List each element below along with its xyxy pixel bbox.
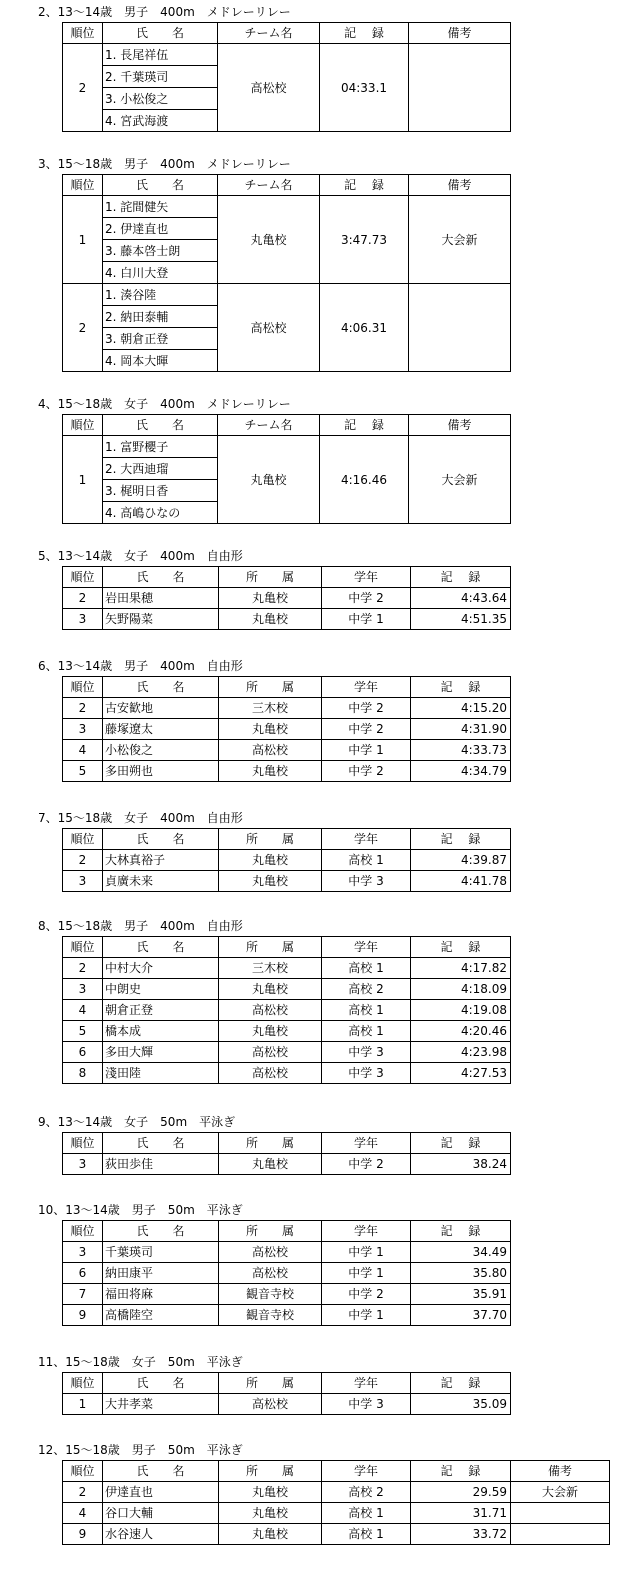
rank-cell: 3 <box>63 871 103 892</box>
affiliation-cell: 高松校 <box>219 1394 322 1415</box>
record-time: 4:51.35 <box>411 609 511 630</box>
section-title: 10、13～14歳 男子 50m 平泳ぎ <box>38 1203 243 1217</box>
grade-cell: 高校 1 <box>322 1503 411 1524</box>
swimmer-name: 大井孝菜 <box>103 1394 219 1415</box>
swimmer-name: 矢野陽菜 <box>103 609 219 630</box>
note-cell: 大会新 <box>409 196 511 284</box>
column-header: 氏 名 <box>103 1133 219 1154</box>
swimmer-name: 伊達直也 <box>103 1482 219 1503</box>
section-title: 5、13～14歳 女子 400m 自由形 <box>38 549 243 563</box>
rank-cell: 6 <box>63 1042 103 1063</box>
individual-results-table <box>62 676 511 782</box>
rank-cell: 4 <box>63 1503 103 1524</box>
individual-results-table <box>62 828 511 892</box>
rank-cell: 3 <box>63 609 103 630</box>
swimmer-name: 3. 朝倉正登 <box>103 328 218 350</box>
table-row <box>63 1021 511 1042</box>
rank-cell: 2 <box>63 698 103 719</box>
affiliation-cell: 丸亀校 <box>219 609 322 630</box>
affiliation-cell: 丸亀校 <box>219 979 322 1000</box>
section-title: 6、13～14歳 男子 400m 自由形 <box>38 659 243 673</box>
section-title: 7、15～18歳 女子 400m 自由形 <box>38 811 243 825</box>
swimmer-name: 2. 伊達直也 <box>103 218 218 240</box>
column-header: 備考 <box>409 415 511 436</box>
table-header-row <box>63 175 511 196</box>
column-header: 学年 <box>322 1133 411 1154</box>
affiliation-cell: 観音寺校 <box>219 1305 322 1326</box>
rank-cell: 5 <box>63 761 103 782</box>
team-name: 丸亀校 <box>218 196 320 284</box>
column-header: チーム名 <box>218 23 320 44</box>
column-header: 順位 <box>63 677 103 698</box>
record-time: 35.91 <box>411 1284 511 1305</box>
relay-results-table <box>62 174 511 372</box>
swimmer-name: 淺田陸 <box>103 1063 219 1084</box>
column-header: 氏 名 <box>103 175 218 196</box>
swimmer-name: 3. 梶明日香 <box>103 480 218 502</box>
swimmer-name: 2. 千葉瑛司 <box>103 66 218 88</box>
column-header: 記 録 <box>411 677 511 698</box>
swimmer-name: 高橋陸空 <box>103 1305 219 1326</box>
column-header: 学年 <box>322 937 411 958</box>
grade-cell: 高校 2 <box>322 979 411 1000</box>
swimmer-name: 納田康平 <box>103 1263 219 1284</box>
grade-cell: 高校 1 <box>322 850 411 871</box>
swimmer-name: 1. 長尾祥伍 <box>103 44 218 66</box>
rank-cell: 2 <box>63 44 103 132</box>
rank-cell: 2 <box>63 1482 103 1503</box>
relay-results-table <box>62 22 511 132</box>
note-cell: 大会新 <box>409 436 511 524</box>
grade-cell: 高校 2 <box>322 1482 411 1503</box>
rank-cell: 2 <box>63 850 103 871</box>
column-header: 氏 名 <box>103 937 219 958</box>
table-header-row <box>63 1373 511 1394</box>
column-header: 所 属 <box>219 677 322 698</box>
rank-cell: 4 <box>63 740 103 761</box>
swimmer-name: 4. 白川大登 <box>103 262 218 284</box>
swimmer-name: 谷口大輔 <box>103 1503 219 1524</box>
grade-cell: 中学 3 <box>322 1063 411 1084</box>
column-header: 記 録 <box>411 567 511 588</box>
column-header: 所 属 <box>219 937 322 958</box>
grade-cell: 中学 1 <box>322 1263 411 1284</box>
swimmer-name: 藤塚遼太 <box>103 719 219 740</box>
column-header: 学年 <box>322 677 411 698</box>
section-title: 11、15～18歳 女子 50m 平泳ぎ <box>38 1355 243 1369</box>
swimmer-name: 荻田歩佳 <box>103 1154 219 1175</box>
affiliation-cell: 丸亀校 <box>219 871 322 892</box>
table-row <box>63 1263 511 1284</box>
column-header: 順位 <box>63 829 103 850</box>
record-time: 34.49 <box>411 1242 511 1263</box>
swimmer-name: 中朗史 <box>103 979 219 1000</box>
rank-cell: 2 <box>63 958 103 979</box>
table-row <box>63 588 511 609</box>
affiliation-cell: 高松校 <box>219 1242 322 1263</box>
record-time: 37.70 <box>411 1305 511 1326</box>
grade-cell: 中学 3 <box>322 1042 411 1063</box>
column-header: 氏 名 <box>103 1461 219 1482</box>
relay-member-row <box>63 436 511 458</box>
rank-cell: 3 <box>63 719 103 740</box>
table-row <box>63 1042 511 1063</box>
column-header: 学年 <box>322 1373 411 1394</box>
section-title: 4、15～18歳 女子 400m メドレーリレー <box>38 397 291 411</box>
table-header-row <box>63 937 511 958</box>
column-header: 学年 <box>322 1221 411 1242</box>
swimmer-name: 小松俊之 <box>103 740 219 761</box>
table-row <box>63 1154 511 1175</box>
column-header: 氏 名 <box>103 23 218 44</box>
table-row <box>63 1503 610 1524</box>
swimmer-name: 2. 大西迪瑠 <box>103 458 218 480</box>
record-time: 4:43.64 <box>411 588 511 609</box>
table-row <box>63 850 511 871</box>
column-header: 備考 <box>511 1461 610 1482</box>
grade-cell: 高校 1 <box>322 1000 411 1021</box>
column-header: 所 属 <box>219 829 322 850</box>
record-time: 4:23.98 <box>411 1042 511 1063</box>
table-row <box>63 1242 511 1263</box>
table-row <box>63 1063 511 1084</box>
affiliation-cell: 丸亀校 <box>219 588 322 609</box>
record-time: 3:47.73 <box>320 196 409 284</box>
individual-results-table <box>62 1460 610 1545</box>
note-cell <box>511 1524 610 1545</box>
rank-cell: 5 <box>63 1021 103 1042</box>
section-title: 9、13～14歳 女子 50m 平泳ぎ <box>38 1115 236 1129</box>
record-time: 4:06.31 <box>320 284 409 372</box>
relay-member-row <box>63 284 511 306</box>
section-title: 2、13～14歳 男子 400m メドレーリレー <box>38 5 291 19</box>
record-time: 38.24 <box>411 1154 511 1175</box>
grade-cell: 中学 1 <box>322 1242 411 1263</box>
swimmer-name: 岩田果穂 <box>103 588 219 609</box>
swimmer-name: 貞廣未来 <box>103 871 219 892</box>
table-row <box>63 1305 511 1326</box>
record-time: 29.59 <box>411 1482 511 1503</box>
swimmer-name: 3. 藤本啓士朗 <box>103 240 218 262</box>
section-title: 12、15～18歳 男子 50m 平泳ぎ <box>38 1443 243 1457</box>
table-header-row <box>63 1461 610 1482</box>
column-header: 氏 名 <box>103 829 219 850</box>
column-header: 所 属 <box>219 1461 322 1482</box>
affiliation-cell: 丸亀校 <box>219 850 322 871</box>
table-header-row <box>63 415 511 436</box>
rank-cell: 1 <box>63 1394 103 1415</box>
table-row <box>63 609 511 630</box>
swimmer-name: 多田朔也 <box>103 761 219 782</box>
team-name: 丸亀校 <box>218 436 320 524</box>
swimmer-name: 福田将麻 <box>103 1284 219 1305</box>
note-cell: 大会新 <box>511 1482 610 1503</box>
table-row <box>63 871 511 892</box>
record-time: 31.71 <box>411 1503 511 1524</box>
swimmer-name: 橋本成 <box>103 1021 219 1042</box>
table-row <box>63 1524 610 1545</box>
record-time: 4:19.08 <box>411 1000 511 1021</box>
column-header: 記 録 <box>411 937 511 958</box>
table-row <box>63 979 511 1000</box>
column-header: 順位 <box>63 937 103 958</box>
column-header: 氏 名 <box>103 1373 219 1394</box>
affiliation-cell: 丸亀校 <box>219 1021 322 1042</box>
rank-cell: 7 <box>63 1284 103 1305</box>
affiliation-cell: 丸亀校 <box>219 719 322 740</box>
column-header: 順位 <box>63 567 103 588</box>
column-header: 氏 名 <box>103 567 219 588</box>
column-header: 学年 <box>322 1461 411 1482</box>
record-time: 4:27.53 <box>411 1063 511 1084</box>
affiliation-cell: 高松校 <box>219 1000 322 1021</box>
relay-member-row <box>63 196 511 218</box>
column-header: 順位 <box>63 1373 103 1394</box>
column-header: 氏 名 <box>103 677 219 698</box>
column-header: 記 録 <box>411 829 511 850</box>
grade-cell: 中学 2 <box>322 719 411 740</box>
record-time: 35.80 <box>411 1263 511 1284</box>
record-time: 04:33.1 <box>320 44 409 132</box>
record-time: 4:33.73 <box>411 740 511 761</box>
rank-cell: 9 <box>63 1524 103 1545</box>
column-header: 順位 <box>63 415 103 436</box>
column-header: チーム名 <box>218 175 320 196</box>
rank-cell: 8 <box>63 1063 103 1084</box>
grade-cell: 中学 1 <box>322 740 411 761</box>
record-time: 4:31.90 <box>411 719 511 740</box>
grade-cell: 中学 1 <box>322 1305 411 1326</box>
rank-cell: 4 <box>63 1000 103 1021</box>
grade-cell: 高校 1 <box>322 958 411 979</box>
note-cell <box>409 284 511 372</box>
grade-cell: 中学 3 <box>322 1394 411 1415</box>
section-title: 8、15～18歳 男子 400m 自由形 <box>38 919 243 933</box>
grade-cell: 中学 2 <box>322 1154 411 1175</box>
table-row <box>63 698 511 719</box>
grade-cell: 中学 2 <box>322 1284 411 1305</box>
relay-results-table <box>62 414 511 524</box>
column-header: 順位 <box>63 175 103 196</box>
swimmer-name: 朝倉正登 <box>103 1000 219 1021</box>
column-header: 順位 <box>63 1461 103 1482</box>
note-cell <box>511 1503 610 1524</box>
rank-cell: 1 <box>63 196 103 284</box>
record-time: 4:17.82 <box>411 958 511 979</box>
grade-cell: 高校 1 <box>322 1524 411 1545</box>
affiliation-cell: 観音寺校 <box>219 1284 322 1305</box>
column-header: 学年 <box>322 567 411 588</box>
rank-cell: 6 <box>63 1263 103 1284</box>
team-name: 高松校 <box>218 44 320 132</box>
table-row <box>63 761 511 782</box>
table-header-row <box>63 567 511 588</box>
record-time: 4:41.78 <box>411 871 511 892</box>
affiliation-cell: 高松校 <box>219 1063 322 1084</box>
individual-results-table <box>62 566 511 630</box>
column-header: 記 録 <box>411 1133 511 1154</box>
column-header: 所 属 <box>219 1221 322 1242</box>
affiliation-cell: 丸亀校 <box>219 761 322 782</box>
swimmer-name: 4. 岡本大暉 <box>103 350 218 372</box>
section-title: 3、15～18歳 男子 400m メドレーリレー <box>38 157 291 171</box>
rank-cell: 3 <box>63 1154 103 1175</box>
affiliation-cell: 丸亀校 <box>219 1482 322 1503</box>
swimmer-name: 水谷速人 <box>103 1524 219 1545</box>
table-row <box>63 740 511 761</box>
affiliation-cell: 三木校 <box>219 958 322 979</box>
record-time: 35.09 <box>411 1394 511 1415</box>
table-header-row <box>63 677 511 698</box>
record-time: 4:39.87 <box>411 850 511 871</box>
record-time: 4:18.09 <box>411 979 511 1000</box>
affiliation-cell: 三木校 <box>219 698 322 719</box>
column-header: 記 録 <box>411 1461 511 1482</box>
column-header: 順位 <box>63 23 103 44</box>
affiliation-cell: 高松校 <box>219 1263 322 1284</box>
affiliation-cell: 丸亀校 <box>219 1503 322 1524</box>
record-time: 33.72 <box>411 1524 511 1545</box>
affiliation-cell: 丸亀校 <box>219 1524 322 1545</box>
grade-cell: 中学 2 <box>322 761 411 782</box>
grade-cell: 中学 2 <box>322 698 411 719</box>
column-header: 順位 <box>63 1221 103 1242</box>
team-name: 高松校 <box>218 284 320 372</box>
record-time: 4:20.46 <box>411 1021 511 1042</box>
swimmer-name: 4. 宮武海渡 <box>103 110 218 132</box>
individual-results-table <box>62 936 511 1084</box>
swimmer-name: 4. 高嶋ひなの <box>103 502 218 524</box>
affiliation-cell: 高松校 <box>219 740 322 761</box>
column-header: 所 属 <box>219 1133 322 1154</box>
table-header-row <box>63 1221 511 1242</box>
record-time: 4:16.46 <box>320 436 409 524</box>
rank-cell: 9 <box>63 1305 103 1326</box>
grade-cell: 中学 1 <box>322 609 411 630</box>
column-header: チーム名 <box>218 415 320 436</box>
table-row <box>63 958 511 979</box>
individual-results-table <box>62 1372 511 1415</box>
grade-cell: 中学 2 <box>322 588 411 609</box>
swimmer-name: 1. 湊谷陸 <box>103 284 218 306</box>
column-header: 備考 <box>409 23 511 44</box>
table-header-row <box>63 23 511 44</box>
rank-cell: 3 <box>63 1242 103 1263</box>
grade-cell: 高校 1 <box>322 1021 411 1042</box>
record-time: 4:15.20 <box>411 698 511 719</box>
swimmer-name: 1. 富野櫻子 <box>103 436 218 458</box>
column-header: 記 録 <box>320 415 409 436</box>
column-header: 氏 名 <box>103 1221 219 1242</box>
column-header: 学年 <box>322 829 411 850</box>
rank-cell: 2 <box>63 284 103 372</box>
table-header-row <box>63 829 511 850</box>
swimmer-name: 多田大輝 <box>103 1042 219 1063</box>
column-header: 備考 <box>409 175 511 196</box>
table-header-row <box>63 1133 511 1154</box>
swimmer-name: 大林真裕子 <box>103 850 219 871</box>
swimmer-name: 2. 納田泰輔 <box>103 306 218 328</box>
column-header: 所 属 <box>219 567 322 588</box>
relay-member-row <box>63 44 511 66</box>
swimmer-name: 1. 詫間健矢 <box>103 196 218 218</box>
record-time: 4:34.79 <box>411 761 511 782</box>
swimmer-name: 中村大介 <box>103 958 219 979</box>
column-header: 順位 <box>63 1133 103 1154</box>
table-row <box>63 1000 511 1021</box>
column-header: 氏 名 <box>103 415 218 436</box>
table-row <box>63 1284 511 1305</box>
table-row <box>63 1394 511 1415</box>
table-row <box>63 1482 610 1503</box>
column-header: 所 属 <box>219 1373 322 1394</box>
grade-cell: 中学 3 <box>322 871 411 892</box>
affiliation-cell: 丸亀校 <box>219 1154 322 1175</box>
table-row <box>63 719 511 740</box>
column-header: 記 録 <box>320 175 409 196</box>
rank-cell: 3 <box>63 979 103 1000</box>
column-header: 記 録 <box>411 1221 511 1242</box>
swimmer-name: 3. 小松俊之 <box>103 88 218 110</box>
rank-cell: 2 <box>63 588 103 609</box>
individual-results-table <box>62 1220 511 1326</box>
note-cell <box>409 44 511 132</box>
swimmer-name: 千葉瑛司 <box>103 1242 219 1263</box>
swimmer-name: 古安歓地 <box>103 698 219 719</box>
column-header: 記 録 <box>320 23 409 44</box>
affiliation-cell: 高松校 <box>219 1042 322 1063</box>
rank-cell: 1 <box>63 436 103 524</box>
column-header: 記 録 <box>411 1373 511 1394</box>
individual-results-table <box>62 1132 511 1175</box>
